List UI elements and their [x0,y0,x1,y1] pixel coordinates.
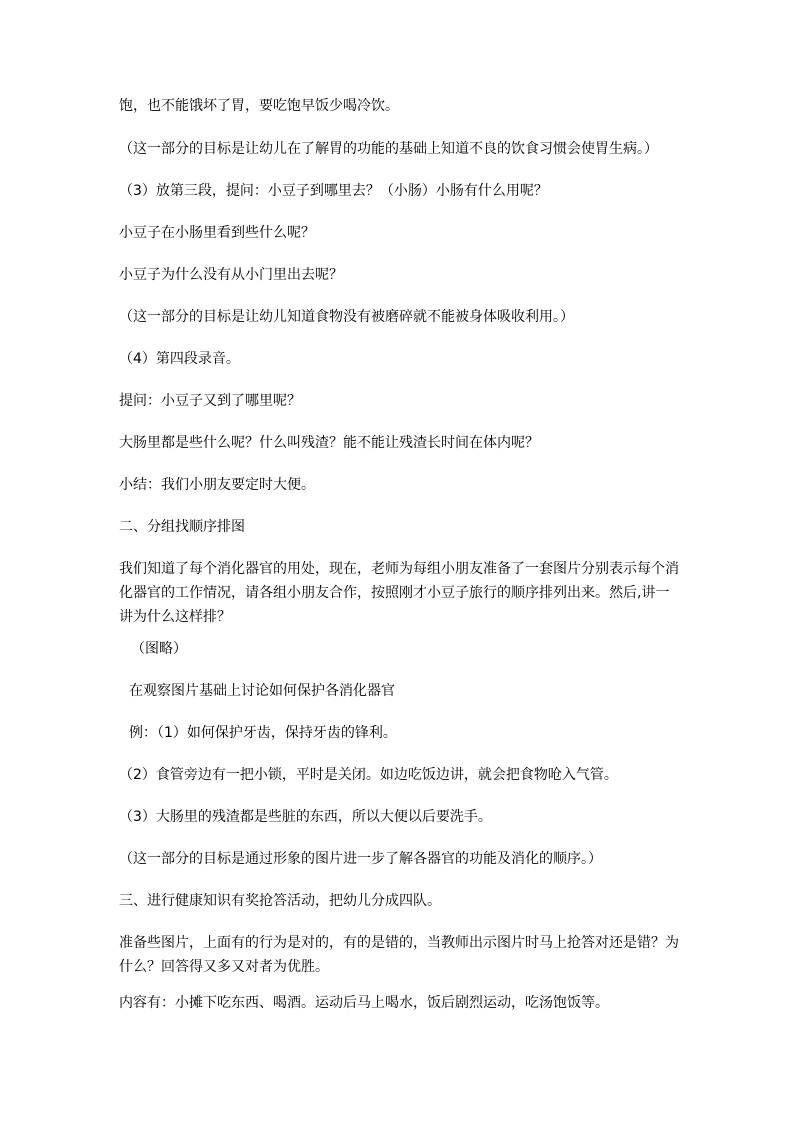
paragraph-8: 提问：小豆子又到了哪里呢？ [119,393,301,409]
paragraph-20: 准备些图片，上面有的行为是对的，有的是错的，当教师出示图片时马上抢答对还是错？为什么？回答得又多又对者为优胜。 [119,935,679,975]
paragraph-14: 在观察图片基础上讨论如何保护各消化器官 [129,683,395,699]
paragraph-17: （3）大肠里的残渣都是些脏的东西，所以大便以后要洗手。 [119,809,492,825]
paragraph-4: 小豆子在小肠里看到些什么呢？ [119,225,315,241]
paragraph-21: 内容有：小摊下吃东西、喝酒。运动后马上喝水，饭后剧烈运动，吃汤饱饭等。 [119,995,609,1011]
figure-omitted-note: （图略） [131,641,187,657]
paragraph-3: （3）放第三段，提问：小豆子到哪里去？（小肠）小肠有什么用呢？ [119,183,548,199]
paragraph-1: 饱，也不能饿坏了胃，要吃饱早饭少喝冷饮。 [119,98,399,114]
paragraph-6: （这一部分的目标是让幼儿知道食物没有被磨碎就不能被身体吸收利用。） [119,309,574,325]
section-heading-2: 二、分组找顺序排图 [119,519,245,535]
paragraph-15: 例：（1）如何保护牙齿，保持牙齿的锋利。 [129,725,397,741]
paragraph-9: 大肠里都是些什么呢？什么叫残渣？能不能让残渣长时间在体内呢？ [119,435,539,451]
paragraph-10: 小结：我们小朋友要定时大便。 [119,477,315,493]
paragraph-18: （这一部分的目标是通过形象的图片进一步了解各器官的功能及消化的顺序。） [119,851,602,867]
paragraph-2: （这一部分的目标是让幼儿在了解胃的功能的基础上知道不良的饮食习惯会使胃生病。） [119,141,658,157]
paragraph-16: （2）食管旁边有一把小锁，平时是关闭。如边吃饭边讲，就会把食物呛入气管。 [119,767,618,783]
paragraph-7: （4）第四段录音。 [119,351,240,367]
paragraph-12: 我们知道了每个消化器官的用处，现在，老师为每组小朋友准备了一套图片分别表示每个消化器官的工作情况，请各组小朋友合作，按照刚才小豆子旅行的顺序排列出来。然后,讲一讲为什么这样排？ [119,561,679,625]
section-heading-3: 三、进行健康知识有奖抢答活动，把幼儿分成四队。 [119,893,441,909]
paragraph-5: 小豆子为什么没有从小门里出去呢？ [119,267,343,283]
